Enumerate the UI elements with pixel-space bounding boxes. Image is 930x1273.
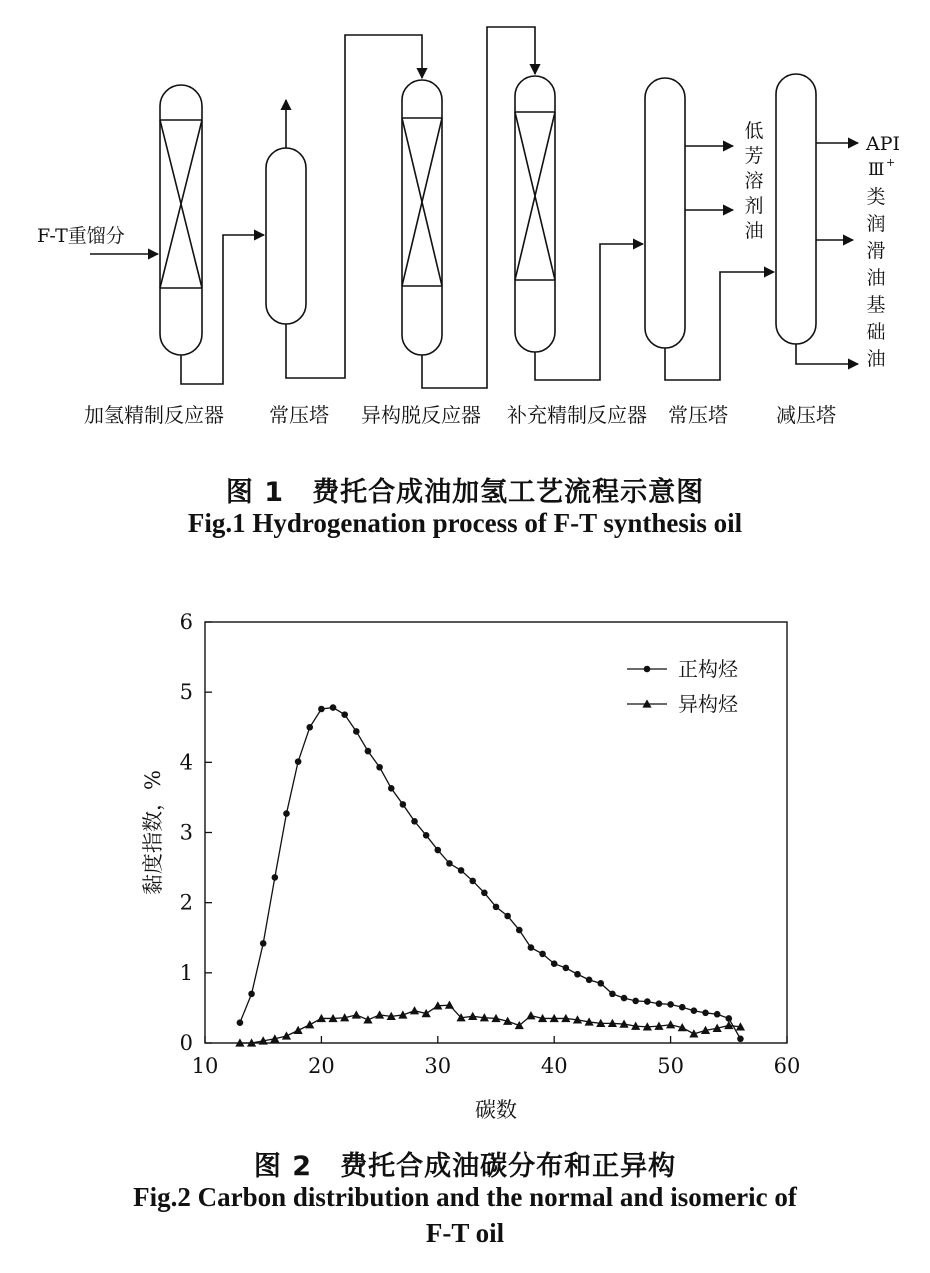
data-point	[563, 965, 570, 972]
data-point	[352, 1010, 361, 1018]
svg-text:类: 类	[866, 186, 886, 208]
data-point	[666, 1020, 675, 1028]
data-point	[283, 810, 290, 817]
series-normal-alkanes	[237, 704, 744, 1042]
figure2-caption-zh: 图 2 费托合成油碳分布和正异构	[253, 1151, 677, 1182]
x-tick-label: 50	[657, 1054, 684, 1078]
data-point	[691, 1007, 698, 1014]
data-point	[504, 913, 511, 920]
data-point	[458, 867, 465, 874]
x-axis-label: 碳数	[475, 1098, 517, 1122]
data-point	[551, 960, 558, 967]
svg-text:油: 油	[866, 267, 886, 289]
data-point	[365, 748, 372, 755]
svg-text:API: API	[866, 133, 901, 155]
atmospheric-tower-2	[645, 78, 685, 348]
data-point	[398, 1010, 407, 1018]
data-point	[260, 940, 267, 947]
series-isoalkanes	[235, 1001, 745, 1047]
data-point	[423, 832, 430, 839]
data-point	[363, 1015, 372, 1023]
data-point	[410, 1006, 419, 1014]
feed-label: F-T重馏分	[37, 225, 125, 247]
svg-text:剂: 剂	[744, 195, 764, 217]
series-line	[240, 708, 741, 1039]
data-point	[411, 818, 418, 825]
data-point	[306, 724, 313, 731]
x-tick-label: 10	[191, 1054, 219, 1078]
data-point	[726, 1015, 733, 1022]
atmospheric-tower-1	[266, 148, 306, 324]
data-point	[445, 1001, 454, 1009]
svg-text:础: 础	[866, 321, 886, 343]
vacuum-tower	[776, 74, 816, 344]
data-point	[248, 991, 255, 998]
y-tick-label: 0	[179, 1031, 193, 1055]
data-point	[667, 1001, 674, 1008]
data-point	[574, 971, 581, 978]
x-tick-label: 30	[424, 1054, 452, 1078]
unit-label-vacuum: 减压塔	[776, 403, 836, 427]
data-point	[632, 998, 639, 1005]
carbon-distribution-chart	[0, 590, 930, 1130]
data-point	[272, 874, 279, 881]
svg-text:滑: 滑	[866, 240, 886, 262]
legend	[627, 657, 739, 716]
data-point	[481, 890, 488, 897]
unit-label-hydrofinishing: 加氢精制反应器	[84, 403, 224, 427]
svg-text:润: 润	[866, 213, 886, 235]
process-flow-diagram	[0, 0, 930, 445]
data-point	[446, 860, 453, 867]
figure1-caption-en: Fig.1 Hydrogenation process of F-T synthesis oil	[187, 508, 743, 538]
data-point	[656, 1000, 663, 1007]
data-point	[295, 758, 302, 765]
svg-text:溶: 溶	[744, 170, 764, 192]
y-tick-label: 4	[179, 750, 193, 775]
x-tick-label: 60	[773, 1054, 801, 1078]
svg-text:基: 基	[866, 294, 886, 316]
data-point	[469, 878, 476, 885]
unit-label-supplementary: 补充精制反应器	[507, 403, 647, 427]
data-point	[493, 904, 500, 911]
data-point	[609, 991, 616, 998]
svg-text:油: 油	[744, 220, 764, 242]
data-point	[375, 1010, 384, 1018]
figure1-caption-zh: 图 1 费托合成油加氢工艺流程示意图	[225, 477, 705, 508]
product-solvent-oil	[744, 120, 763, 242]
svg-text:油: 油	[866, 348, 886, 370]
unit-label-atm-tower-2: 常压塔	[668, 403, 728, 427]
data-point	[237, 1019, 244, 1026]
data-point	[597, 980, 604, 987]
data-point	[644, 998, 651, 1005]
data-point	[376, 764, 383, 771]
y-axis-label: 黏度指数，%	[141, 770, 165, 895]
product-api-lube-oil	[865, 133, 900, 370]
data-point	[388, 785, 395, 792]
data-point	[586, 977, 593, 984]
bottom-arrow	[796, 344, 858, 364]
y-tick-label: 6	[179, 610, 193, 634]
data-point	[528, 944, 535, 951]
data-point	[318, 706, 325, 713]
isomerization-dewaxing-reactor	[402, 80, 442, 355]
figure2-caption-en-line2: F-T oil	[425, 1218, 505, 1248]
data-point	[702, 1010, 709, 1017]
y-tick-label: 5	[179, 680, 193, 705]
data-point	[282, 1031, 291, 1039]
unit-label-isomerization: 异构脱反应器	[361, 403, 481, 427]
y-tick-label: 3	[179, 820, 193, 845]
data-point	[539, 951, 546, 958]
plot-frame	[205, 622, 787, 1043]
data-point	[435, 847, 442, 854]
data-point	[305, 1020, 314, 1028]
y-tick-label: 1	[179, 960, 193, 985]
svg-text:Ⅲ: Ⅲ	[868, 160, 885, 180]
data-point	[468, 1012, 477, 1020]
legend-label: 异构烃	[678, 692, 738, 716]
data-point	[737, 1035, 744, 1042]
figure2-caption-en-line1: Fig.2 Carbon distribution and the normal and isomeric of	[133, 1182, 797, 1212]
supplementary-refining-reactor	[515, 76, 555, 352]
svg-text:低: 低	[744, 120, 764, 142]
series-line	[240, 1005, 741, 1043]
data-point	[330, 704, 337, 711]
legend-marker	[644, 666, 651, 673]
data-point	[679, 1004, 686, 1011]
data-point	[400, 801, 407, 808]
data-point	[294, 1026, 303, 1034]
svg-text:+: +	[886, 156, 896, 169]
x-tick-label: 20	[308, 1054, 335, 1078]
data-point	[516, 927, 523, 934]
y-tick-label: 2	[179, 890, 193, 915]
data-point	[714, 1011, 721, 1018]
data-point	[621, 995, 628, 1002]
data-point	[526, 1011, 535, 1019]
data-point	[353, 728, 360, 735]
x-tick-label: 40	[540, 1054, 568, 1078]
data-point	[341, 711, 348, 718]
unit-label-atm-tower-1: 常压塔	[269, 403, 329, 427]
legend-label: 正构烃	[678, 657, 738, 681]
hydrofinishing-reactor	[160, 85, 202, 355]
svg-text:芳: 芳	[744, 145, 764, 167]
